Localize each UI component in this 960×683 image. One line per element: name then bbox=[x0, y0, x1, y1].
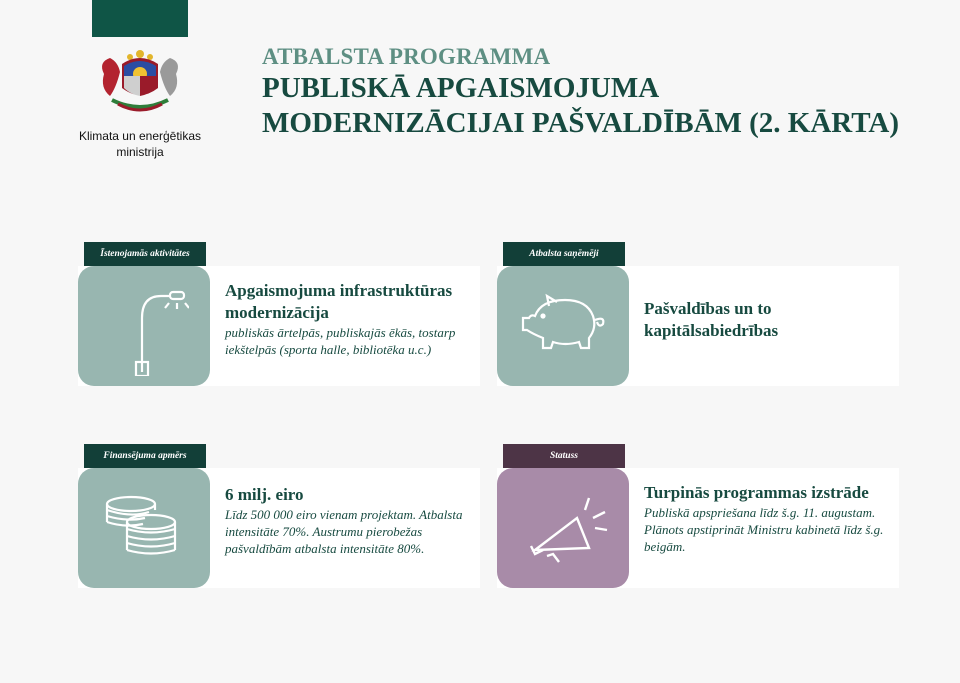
card-heading: Pašvaldības un to kapitālsabiedrības bbox=[644, 299, 779, 340]
coins-icon bbox=[78, 468, 210, 588]
street-lamp-icon bbox=[78, 266, 210, 386]
card-activities bbox=[78, 266, 480, 386]
card-detail: Publiskā apspriešana līdz š.g. 11. augustam. Plānots apstiprināt Ministru kabinetā līdz š.g. beigām. bbox=[644, 505, 884, 554]
program-kicker: ATBALSTA PROGRAMMA bbox=[262, 44, 551, 69]
card-funding bbox=[78, 468, 480, 588]
card-status bbox=[497, 468, 899, 588]
tag-funding: Finansējuma apmērs bbox=[84, 444, 206, 468]
card-heading: Turpinās programmas izstrāde bbox=[644, 483, 869, 502]
tag-recipients: Atbalsta saņēmēji bbox=[503, 242, 625, 266]
ministry-name: Klimata un enerģētikas ministrija bbox=[78, 129, 202, 159]
card-recipients bbox=[497, 266, 899, 386]
tag-activities: Īstenojamās aktivitātes bbox=[84, 242, 206, 266]
card-detail: publiskās ārtelpās, publiskajās ēkās, tostarp iekštelpās (sporta halle, bibliotēka u.c.) bbox=[225, 325, 456, 357]
card-heading: Apgaismojuma infrastruktūras modernizācija bbox=[225, 281, 453, 322]
card-detail: Līdz 500 000 eiro vienam projektam. Atbalsta intensitāte 70%. Austrumu pierobežas pašvaldībām atbalsta intensitāte 80%. bbox=[225, 507, 463, 556]
coat-of-arms-icon bbox=[90, 44, 190, 120]
tag-status: Statuss bbox=[503, 444, 625, 468]
top-accent-bar bbox=[92, 0, 188, 37]
page-title: PUBLISKĀ APGAISMOJUMA MODERNIZĀCIJAI PAŠVALDĪBĀM (2. KĀRTA) bbox=[262, 72, 900, 139]
megaphone-icon bbox=[497, 468, 629, 588]
piggy-bank-icon bbox=[497, 266, 629, 386]
card-heading: 6 milj. eiro bbox=[225, 485, 304, 504]
